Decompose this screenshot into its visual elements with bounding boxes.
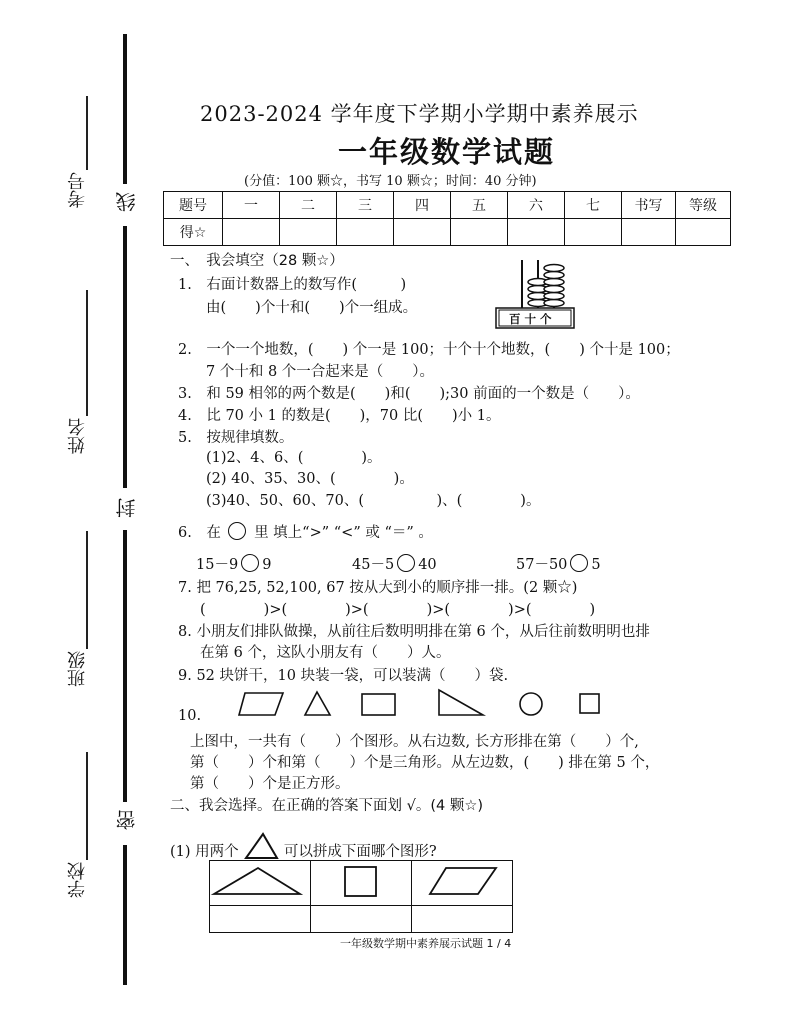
page-footer: 一年级数学期中素养展示试题 1 / 4 — [340, 937, 512, 950]
score-header-cell: 书写 — [622, 192, 676, 219]
score-cell[interactable] — [451, 219, 508, 246]
q2-line-a: 2. 一个一个地数，( ) 个一是 100；十个十个地数，( ) 个十是 100； — [178, 342, 680, 358]
score-header-cell: 七 — [565, 192, 622, 219]
score-header-cell: 题号 — [164, 192, 223, 219]
score-cell[interactable] — [622, 219, 676, 246]
exam-no-label: 考号 — [67, 172, 88, 208]
q6-c-right: 5 — [591, 557, 601, 573]
compare-circle[interactable] — [570, 554, 588, 572]
score-cell[interactable] — [676, 219, 731, 246]
score-header-cell: 四 — [394, 192, 451, 219]
parallelogram-icon — [239, 693, 283, 715]
q10-line-b: 第（ ）个和第（ ）个是三角形。从左边数，( ) 排在第 5 个， — [190, 755, 660, 771]
q6-b-left: 45－5 — [352, 557, 395, 573]
score-cell[interactable] — [337, 219, 394, 246]
square-icon — [311, 861, 411, 901]
exam-no-field[interactable] — [86, 96, 88, 170]
circle-shape-icon — [520, 693, 542, 715]
q1-line-b: 由( )个十和( )个一组成。 — [206, 300, 418, 316]
seal-mi-char: 密 — [112, 806, 141, 834]
section2-title: 二、我会选择。在正确的答案下面划 √。(4 颗☆) — [170, 798, 483, 814]
school-label: 学校 — [67, 862, 88, 898]
circle-icon — [228, 522, 246, 540]
year-title: 2023-2024 学年度下学期小学期中素养展示 — [200, 102, 639, 126]
score-cell[interactable] — [508, 219, 565, 246]
score-header-cell: 六 — [508, 192, 565, 219]
main-title: 一年级数学试题 — [338, 135, 556, 169]
score-cell[interactable] — [280, 219, 337, 246]
q4: 4. 比 70 小 1 的数是( )，70 比( )小 1。 — [178, 408, 501, 424]
q2-line-b: 7 个十和 8 个一合起来是（ ）。 — [206, 364, 435, 380]
square-icon — [580, 694, 599, 713]
triangle-icon — [243, 832, 279, 860]
score-header-cell: 等级 — [676, 192, 731, 219]
school-field[interactable] — [86, 752, 88, 860]
subtitle: (分值：100 颗☆，书写 10 颗☆；时间：40 分钟) — [244, 174, 537, 189]
class-field[interactable] — [86, 531, 88, 649]
score-row-label: 得☆ — [164, 219, 223, 246]
score-header-cell: 三 — [337, 192, 394, 219]
class-label: 班级 — [67, 651, 88, 687]
q6-post: 里 填上“>” “<” 或 “＝” 。 — [254, 525, 433, 541]
seal-line-char: 线 — [112, 188, 141, 216]
q5-1: (1)2、4、6、( )。 — [206, 450, 382, 466]
score-header-cell: 一 — [223, 192, 280, 219]
compare-circle[interactable] — [241, 554, 259, 572]
choice-option-square — [311, 861, 412, 906]
q8-line-b: 在第 6 个，这队小朋友有（ ）人。 — [200, 645, 451, 661]
score-table — [163, 191, 731, 246]
q7-line-b: ( )>( )>( )>( )>( ) — [200, 602, 596, 618]
s2-q1-post: 可以拼成下面哪个图形? — [283, 844, 437, 860]
q9: 9. 52 块饼干，10 块装一袋，可以装满（ ）袋. — [178, 668, 509, 684]
triangle-icon — [305, 692, 330, 715]
score-cell[interactable] — [565, 219, 622, 246]
q6-item-c — [516, 553, 601, 574]
choice-table — [209, 860, 513, 933]
shapes-row — [225, 688, 615, 720]
rectangle-icon — [362, 694, 395, 715]
q7-line-a: 7. 把 76,25, 52,100, 67 按从大到小的顺序排一排。(2 颗☆) — [178, 580, 578, 596]
q6-instruction — [178, 521, 433, 542]
q5-3: (3)40、50、60、70、( )、( )。 — [206, 493, 541, 509]
name-field[interactable] — [86, 290, 88, 416]
score-header-cell: 二 — [280, 192, 337, 219]
abacus-label: 百 十 个 — [509, 312, 552, 326]
q1-line-a: 1. 右面计数器上的数写作( ) — [178, 277, 407, 293]
q5-2: (2) 40、35、30、( )。 — [206, 471, 414, 487]
right-triangle-icon — [439, 690, 483, 715]
q6-a-right: 9 — [262, 557, 272, 573]
seal-feng-char: 封 — [112, 494, 141, 522]
score-cell[interactable] — [394, 219, 451, 246]
answer-cell[interactable] — [210, 906, 311, 933]
answer-cell[interactable] — [412, 906, 513, 933]
q6-a-left: 15－9 — [196, 557, 239, 573]
choice-option-triangle — [210, 861, 311, 906]
q6-b-right: 40 — [418, 557, 437, 573]
answer-cell[interactable] — [311, 906, 412, 933]
name-label: 姓名 — [67, 418, 88, 454]
wide-triangle-icon — [210, 861, 310, 901]
q5: 5. 按规律填数。 — [178, 430, 294, 446]
s2-q1 — [170, 832, 437, 861]
q6-pre: 6. 在 — [178, 525, 221, 541]
q6-c-left: 57－50 — [516, 557, 568, 573]
s2-q1-pre: (1) 用两个 — [170, 844, 239, 860]
q10-number: 10. — [178, 708, 202, 724]
q8-line-a: 8. 小朋友们排队做操，从前往后数明明排在第 6 个，从后往前数明明也排 — [178, 624, 650, 640]
q10-line-a: 上图中，一共有（ ）个图形。从右边数, 长方形排在第（ ）个, — [190, 734, 639, 750]
score-cell[interactable] — [223, 219, 280, 246]
q10-line-c: 第（ ）个是正方形。 — [190, 776, 350, 792]
q6-item-a — [196, 553, 271, 574]
score-header-cell: 五 — [451, 192, 508, 219]
section1-title: 一、 我会填空（28 颗☆） — [170, 253, 344, 269]
choice-option-parallelogram — [412, 861, 513, 906]
parallelogram-icon — [412, 861, 512, 901]
q3: 3. 和 59 相邻的两个数是( )和( );30 前面的一个数是（ ）。 — [178, 386, 640, 402]
q6-item-b — [352, 553, 437, 574]
compare-circle[interactable] — [397, 554, 415, 572]
